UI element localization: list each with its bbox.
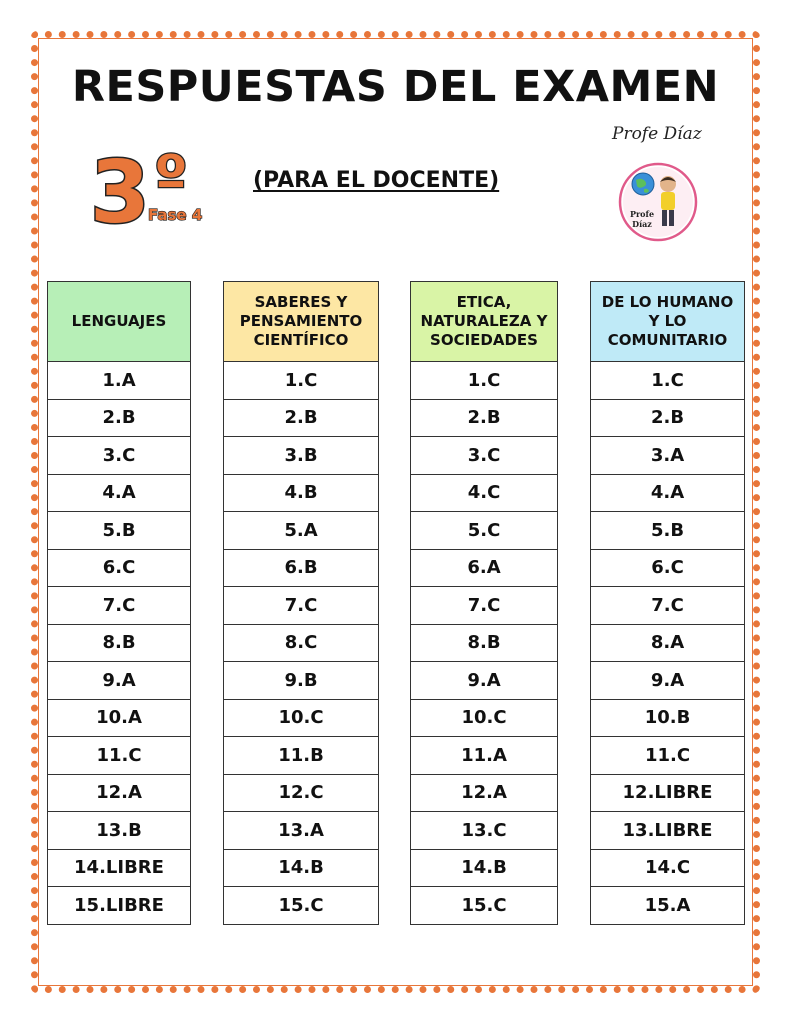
answer-cell: 6.A <box>410 550 558 588</box>
answer-cell: 8.B <box>410 625 558 663</box>
page-title: RESPUESTAS DEL EXAMEN <box>71 62 720 112</box>
answer-cell: 11.C <box>590 737 745 775</box>
answer-cell: 6.C <box>47 550 191 588</box>
avatar-label-line2: Díaz <box>632 219 652 229</box>
answer-cell: 11.A <box>410 737 558 775</box>
answer-cell: 10.B <box>590 700 745 738</box>
teacher-avatar-logo <box>618 162 698 242</box>
answer-cell: 12.C <box>223 775 379 813</box>
column-header: ETICA, NATURALEZA Y SOCIEDADES <box>410 281 558 362</box>
answer-cell: 15.C <box>223 887 379 925</box>
answer-cell: 15.C <box>410 887 558 925</box>
answer-cell: 3.A <box>590 437 745 475</box>
answer-cell: 7.C <box>410 587 558 625</box>
answer-cell: 2.B <box>47 400 191 438</box>
answer-cell: 5.A <box>223 512 379 550</box>
column-header: SABERES Y PENSAMIENTO CIENTÍFICO <box>223 281 379 362</box>
answer-cell: 8.B <box>47 625 191 663</box>
answer-list <box>590 362 745 925</box>
answer-cell: 14.C <box>590 850 745 888</box>
answer-cell: 12.A <box>47 775 191 813</box>
answer-cell: 10.A <box>47 700 191 738</box>
answer-cell: 1.C <box>590 362 745 400</box>
answer-cell: 15.LIBRE <box>47 887 191 925</box>
answer-cell: 12.LIBRE <box>590 775 745 813</box>
answer-list <box>410 362 558 925</box>
answer-cell: 10.C <box>223 700 379 738</box>
answer-cell: 9.A <box>590 662 745 700</box>
answer-cell: 5.B <box>47 512 191 550</box>
answer-cell: 3.B <box>223 437 379 475</box>
answer-cell: 14.B <box>410 850 558 888</box>
answer-column-lenguajes <box>47 281 191 925</box>
answer-cell: 1.A <box>47 362 191 400</box>
answer-cell: 12.A <box>410 775 558 813</box>
grade-badge <box>88 140 218 235</box>
answer-cell: 7.C <box>223 587 379 625</box>
grade-degree-symbol: º <box>154 143 188 213</box>
answer-cell: 9.A <box>47 662 191 700</box>
answer-cell: 4.A <box>590 475 745 513</box>
page-subtitle: (PARA EL DOCENTE) <box>253 168 500 193</box>
answer-cell: 2.B <box>410 400 558 438</box>
answer-cell: 11.B <box>223 737 379 775</box>
grade-phase: Fase 4 <box>148 206 203 224</box>
answer-cell: 1.C <box>223 362 379 400</box>
answer-cell: 7.C <box>47 587 191 625</box>
answer-list <box>47 362 191 925</box>
answer-cell: 8.A <box>590 625 745 663</box>
answer-cell: 1.C <box>410 362 558 400</box>
answer-column-saberes <box>223 281 379 925</box>
grade-number: 3 <box>90 143 150 235</box>
answer-list <box>223 362 379 925</box>
answer-cell: 10.C <box>410 700 558 738</box>
answer-cell: 11.C <box>47 737 191 775</box>
answer-column-etica <box>410 281 558 925</box>
answer-cell: 14.LIBRE <box>47 850 191 888</box>
avatar-label-line1: Profe <box>629 209 655 219</box>
answer-cell: 15.A <box>590 887 745 925</box>
answer-cell: 13.A <box>223 812 379 850</box>
answer-cell: 7.C <box>590 587 745 625</box>
answer-cell: 6.B <box>223 550 379 588</box>
answer-cell: 6.C <box>590 550 745 588</box>
answer-cell: 2.B <box>590 400 745 438</box>
answer-cell: 2.B <box>223 400 379 438</box>
answer-cell: 8.C <box>223 625 379 663</box>
answer-cell: 4.A <box>47 475 191 513</box>
answer-cell: 14.B <box>223 850 379 888</box>
column-header: DE LO HUMANO Y LO COMUNITARIO <box>590 281 745 362</box>
answer-cell: 5.C <box>410 512 558 550</box>
answer-cell: 9.B <box>223 662 379 700</box>
answer-cell: 13.C <box>410 812 558 850</box>
answer-cell: 3.C <box>410 437 558 475</box>
column-header: LENGUAJES <box>47 281 191 362</box>
answer-cell: 3.C <box>47 437 191 475</box>
answer-cell: 13.LIBRE <box>590 812 745 850</box>
answer-cell: 13.B <box>47 812 191 850</box>
answer-column-humano <box>590 281 745 925</box>
answer-cell: 4.C <box>410 475 558 513</box>
answer-cell: 9.A <box>410 662 558 700</box>
answer-cell: 5.B <box>590 512 745 550</box>
answer-cell: 4.B <box>223 475 379 513</box>
author-signature: Profe Díaz <box>612 124 702 144</box>
